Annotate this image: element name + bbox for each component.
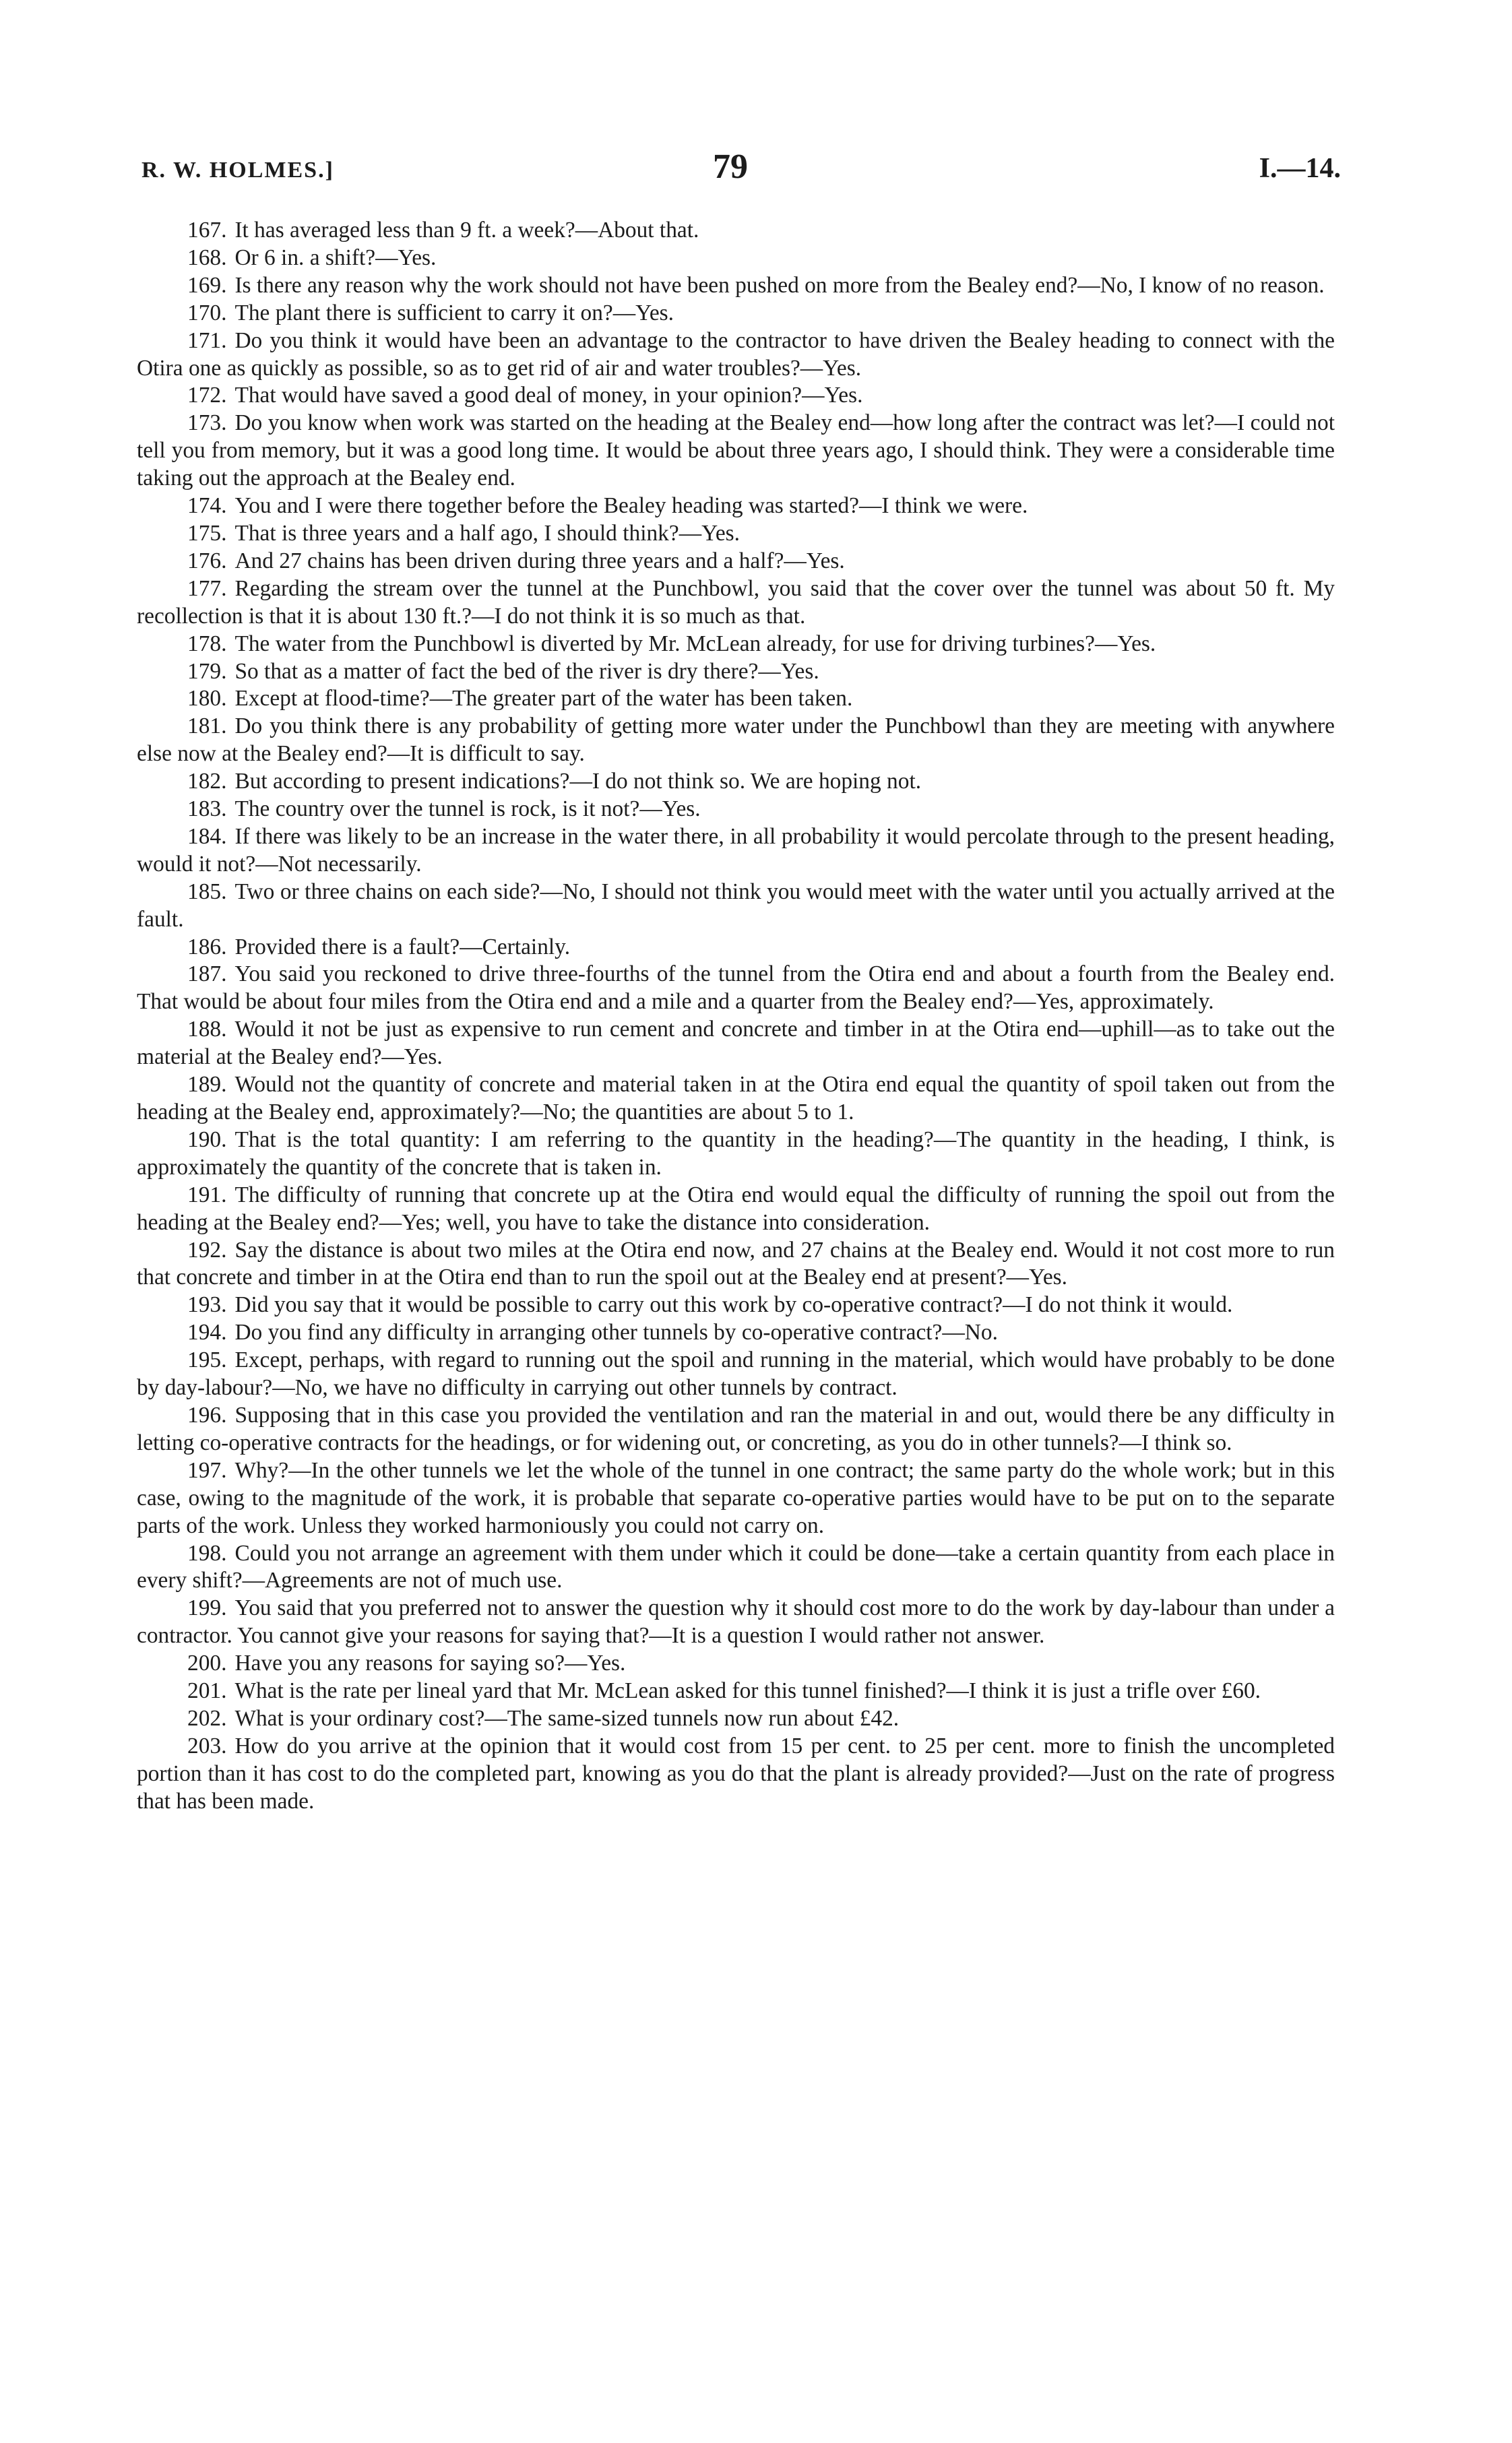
question-answer-text: But according to present indications?—I do not think so. We are hoping not. [234,769,922,794]
question-number: 181. [187,713,227,739]
question-number: 170. [187,300,227,325]
question-number: 198. [187,1540,227,1566]
question-answer-text: Or 6 in. a shift?—Yes. [234,245,437,270]
question-number: 189. [187,1072,227,1098]
question-number: 182. [187,769,227,794]
question-answer-text: That is the total quantity: I am referring to the quantity in the heading?—The quantity in the heading, I think, is approximately the quantity of the concrete that is taken in. [137,1127,1335,1180]
question-answer-text: Do you know when work was started on the heading at the Bealey end—how long after the contract was let?—I could not tell you from memory, but it was a good long time. It would be about three years ago, I should think. They were a considerable time taking out the approach at the Bealey end. [137,410,1335,491]
question-number: 203. [187,1733,227,1758]
question-answer-entry [137,796,1335,823]
question-answer-text: Do you find any difficulty in arranging other tunnels by co-operative contract?—No. [234,1320,998,1345]
question-number: 199. [187,1595,227,1621]
question-answer-entry [137,1347,1335,1402]
question-number: 195. [187,1347,227,1373]
question-number: 183. [187,796,227,822]
question-answer-text: That would have saved a good deal of money, in your opinion?—Yes. [234,383,863,408]
question-answer-entry [137,685,1335,713]
question-number: 194. [187,1320,227,1345]
question-answer-text: Why?—In the other tunnels we let the whole of the tunnel in one contract; the same party do the whole work; but in this case, owing to the magnitude of the work, it is probable that separate co-operative parties would have to be put on to the separate parts of the work. Unless they worked harmoniously you could not carry on. [137,1457,1335,1538]
question-answer-entry [137,1595,1335,1650]
question-answer-entry [137,1319,1335,1347]
question-answer-entry [137,493,1335,520]
question-answer-entry [137,1457,1335,1540]
question-answer-entry [137,327,1335,383]
question-answer-text: Do you think there is any probability of getting more water under the Punchbowl than they are meeting with anywhere else now at the Bealey end?—It is difficult to say. [137,713,1335,767]
question-answer-entry [137,1237,1335,1292]
question-answer-entry [137,631,1335,658]
question-answer-entry [137,658,1335,686]
question-answer-entry [137,1182,1335,1237]
page-number: 79 [713,148,748,186]
question-answer-text: You said you reckoned to drive three-fourths of the tunnel from the Otira end and about a fourth from the Bealey end. That would be about four miles from the Otira end and a mile and a quarter from the Bealey end?—Yes, approximately. [137,961,1335,1015]
question-answer-text: So that as a matter of fact the bed of the river is dry there?—Yes. [234,658,819,684]
question-number: 187. [187,961,227,987]
question-number: 196. [187,1402,227,1428]
question-answer-text: Would it not be just as expensive to run cement and concrete and timber in at the Otira end—uphill—as to take out the material at the Bealey end?—Yes. [137,1017,1335,1070]
question-answer-text: What is your ordinary cost?—The same-sized tunnels now run about £42. [234,1705,900,1731]
question-number: 168. [187,245,227,270]
question-answer-text: Regarding the stream over the tunnel at the Punchbowl, you said that the cover over the tunnel was about 50 ft. My recollection is that it is about 130 ft.?—I do not think it is so much as that. [137,575,1335,629]
question-answer-text: Except at flood-time?—The greater part of the water has been taken. [234,686,853,711]
question-answer-text: You said that you preferred not to answer the question why it should cost more to do the work by day-labour than under a contractor. You cannot give your reasons for saying that?—It is a question I would rather not answer. [137,1595,1335,1649]
question-answer-text: Provided there is a fault?—Certainly. [234,934,571,959]
question-answer-entry [137,575,1335,631]
question-answer-entry [137,272,1335,300]
question-answer-entry [137,768,1335,796]
question-number: 180. [187,686,227,711]
question-number: 172. [187,383,227,408]
question-number: 190. [187,1127,227,1152]
question-answer-entry [137,1650,1335,1678]
question-answer-text: Could you not arrange an agreement with them under which it could be done—take a certain quantity from each place in every shift?—Agreements are not of much use. [137,1540,1335,1593]
question-answer-entry [137,217,1335,245]
question-answer-entry [137,1071,1335,1127]
question-number: 186. [187,934,227,959]
question-answer-text: Do you think it would have been an advantage to the contractor to have driven the Bealey heading to connect with the Otira one as quickly as possible, so as to get rid of air and water troubles?—Yes. [137,327,1335,381]
question-answer-text: Did you say that it would be possible to carry out this work by co-operative contract?—I do not think it would. [234,1292,1233,1318]
question-number: 188. [187,1017,227,1042]
question-number: 175. [187,520,227,546]
question-number: 200. [187,1651,227,1676]
question-answer-entry [137,713,1335,768]
question-answer-text: Say the distance is about two miles at the Otira end now, and 27 chains at the Bealey end. Would it not cost more to run that concrete and timber in at the Otira end than to run the spoil out at the Bealey end at present?—Yes. [137,1237,1335,1290]
question-answer-entry [137,245,1335,272]
question-answer-text: The water from the Punchbowl is diverted by Mr. McLean already, for use for driving turbines?—Yes. [234,631,1156,656]
question-number: 192. [187,1237,227,1263]
question-answer-text: Two or three chains on each side?—No, I should not think you would meet with the water until you actually arrived at the fault. [137,879,1335,932]
question-number: 201. [187,1678,227,1704]
question-answer-entry [137,1016,1335,1071]
question-answer-entry [137,382,1335,410]
question-answer-entry [137,879,1335,934]
question-answer-text: That is three years and a half ago, I should think?—Yes. [234,520,741,546]
question-answer-text: Supposing that in this case you provided the ventilation and ran the material in and out, would there be any difficulty in letting co-operative contracts for the headings, or for widening out, or concreting, as you do in other tunnels?—I think so. [137,1402,1335,1455]
question-answer-entry [137,961,1335,1016]
question-answer-entry [137,823,1335,879]
question-number: 177. [187,575,227,601]
question-answer-entry [137,1705,1335,1733]
question-number: 169. [187,272,227,298]
question-answer-entry [137,934,1335,961]
question-answer-text: The plant there is sufficient to carry it on?—Yes. [234,300,674,325]
question-answer-text: Is there any reason why the work should not have been pushed on more from the Bealey end?—No, I know of no reason. [234,272,1325,298]
page-header [141,147,1341,187]
question-answer-text: And 27 chains has been driven during three years and a half?—Yes. [234,548,845,573]
question-answer-entry [137,1402,1335,1457]
document-reference: I.—14. [1259,153,1341,184]
question-answer-entry [137,1292,1335,1319]
witness-name: R. W. HOLMES.] [141,158,334,183]
question-answer-entry [137,1678,1335,1705]
question-number: 174. [187,493,227,519]
question-answer-text: What is the rate per lineal yard that Mr. McLean asked for this tunnel finished?—I think it is just a trifle over £60. [234,1678,1261,1704]
question-answer-entry [137,548,1335,575]
question-answer-text: How do you arrive at the opinion that it would cost from 15 per cent. to 25 per cent. more to finish the uncompleted portion than it has cost to do the completed part, knowing as you do that the plant is already provided?—Just on the rate of progress that has been made. [137,1733,1335,1814]
question-answer-text: You and I were there together before the Bealey heading was started?—I think we were. [234,493,1028,519]
question-number: 176. [187,548,227,573]
question-number: 178. [187,631,227,656]
question-answer-entry [137,300,1335,327]
question-number: 167. [187,218,227,243]
question-answer-text: The difficulty of running that concrete up at the Otira end would equal the difficulty of running the spoil out from the heading at the Bealey end?—Yes; well, you have to take the distance into consideration. [137,1182,1335,1235]
question-answer-text: It has averaged less than 9 ft. a week?—About that. [234,218,699,243]
question-number: 171. [187,327,227,353]
question-number: 185. [187,879,227,904]
question-number: 179. [187,658,227,684]
question-number: 173. [187,410,227,436]
question-number: 184. [187,823,227,849]
question-number: 193. [187,1292,227,1318]
question-answer-entry [137,1733,1335,1816]
question-number: 191. [187,1182,227,1207]
question-answer-text: The country over the tunnel is rock, is it not?—Yes. [234,796,701,822]
question-answer-entry [137,1540,1335,1595]
question-number: 202. [187,1705,227,1731]
question-answer-text: Except, perhaps, with regard to running out the spoil and running in the material, which would have probably to be done by day-labour?—No, we have no difficulty in carrying out other tunnels by contract. [137,1347,1335,1401]
question-answer-entry [137,1127,1335,1182]
question-answer-text: Have you any reasons for saying so?—Yes. [234,1651,626,1676]
evidence-transcript [137,217,1335,1816]
question-answer-text: If there was likely to be an increase in the water there, in all probability it would percolate through to the present heading, would it not?—Not necessarily. [137,823,1335,877]
question-answer-text: Would not the quantity of concrete and material taken in at the Otira end equal the quantity of spoil taken out from the heading at the Bealey end, approximately?—No; the quantities are about 5 to 1. [137,1072,1335,1124]
question-number: 197. [187,1457,227,1483]
question-answer-entry [137,520,1335,548]
question-answer-entry [137,410,1335,493]
